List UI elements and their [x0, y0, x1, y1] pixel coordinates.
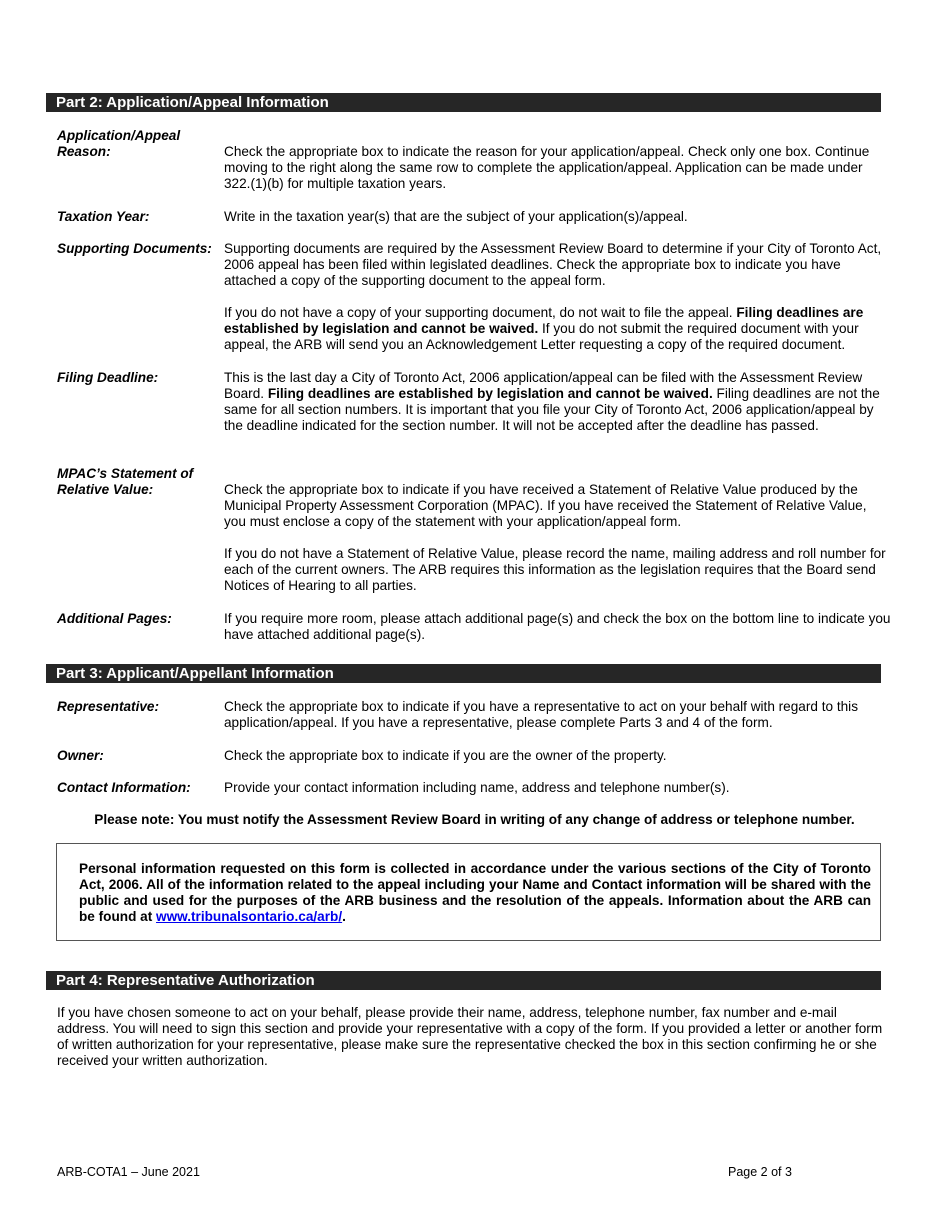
- text-application-appeal-reason: Check the appropriate box to indicate the reason for your application/appeal. Check only one box. Continue moving to the right along the same row to complete the application/appeal. Application can be made under 322.(1)(b) for multiple taxation years.: [224, 144, 870, 191]
- footer-page-number: Page 2 of 3: [728, 1165, 792, 1179]
- text-owner: Check the appropriate box to indicate if you are the owner of the property.: [224, 748, 667, 763]
- text-additional-pages: If you require more room, please attach additional page(s) and check the box on the bottom line to indicate you have attached additional page(s).: [224, 611, 891, 642]
- arb-website-link[interactable]: www.tribunalsontario.ca/arb/: [156, 909, 343, 924]
- text-mpac-statement: Check the appropriate box to indicate if you have received a Statement of Relative Value produced by the Municipal Property Assessment Corporation (MPAC). If you have received the Statement of Relative Value, you must enclose a copy of the statement with your application/appeal form.: [224, 482, 867, 529]
- text-supporting-documents-2: If you do not have a copy of your supporting document, do not wait to file the appeal. Filing deadlines are established by legislation and cannot be waived. If you do not submit the required document with your appeal, the ARB will send you an Acknowledgement Letter requesting a copy of the required document.: [224, 305, 864, 352]
- part3-header: Part 3: Applicant/Appellant Information: [46, 664, 881, 683]
- label-owner: Owner:: [57, 748, 104, 763]
- text-representative-authorization: If you have chosen someone to act on your behalf, please provide their name, address, telephone number, fax number and e-mail address. You will need to sign this section and provide your representative with a copy of the form. If you provided a letter or another form of written authorization for your representative, please make sure the representative checked the box in this section confirming he or she received your written authorization.: [57, 1005, 883, 1068]
- text-filing-deadline: This is the last day a City of Toronto Act, 2006 application/appeal can be filed with the Assessment Review Board. Filing deadlines are established by legislation and cannot be waived. Filing deadlines are not the same for all section numbers. It is important that you file your City of Toronto Act, 2006 application/appeal by the deadline indicated for the section number. It will not be accepted after the deadline has passed.: [224, 370, 880, 433]
- label-application-appeal-reason: Application/Appeal Reason:: [57, 128, 181, 159]
- text-taxation-year: Write in the taxation year(s) that are the subject of your application(s)/appeal.: [224, 209, 688, 224]
- label-contact-information: Contact Information:: [57, 780, 191, 795]
- label-mpac-statement: MPAC’s Statement of Relative Value:: [57, 466, 194, 497]
- please-note: Please note: You must notify the Assessment Review Board in writing of any change of address or telephone number.: [94, 812, 855, 827]
- part4-header: Part 4: Representative Authorization: [46, 971, 881, 990]
- text-supporting-documents: Supporting documents are required by the Assessment Review Board to determine if your City of Toronto Act, 2006 appeal has been filed within legislated deadlines. Check the appropriate box to indicate you have attached a copy of the supporting document to the appeal form.: [224, 241, 882, 288]
- text-mpac-statement-2: If you do not have a Statement of Relative Value, please record the name, mailing address and roll number for each of the current owners. The ARB requires this information as the legislation requires that the Board send Notices of Hearing to all parties.: [224, 546, 886, 593]
- privacy-notice-box: Personal information requested on this form is collected in accordance under the various sections of the City of Toronto Act, 2006. All of the information related to the appeal including your Name and Contact information will be shared with the public and used for the purposes of the ARB business and the resolution of the appeals. Information about the ARB can be found at www.tribunalsontario.ca/arb/.: [56, 843, 881, 941]
- label-representative: Representative:: [57, 699, 159, 714]
- part2-header: Part 2: Application/Appeal Information: [46, 93, 881, 112]
- label-filing-deadline: Filing Deadline:: [57, 370, 159, 385]
- text-contact-information: Provide your contact information including name, address and telephone number(s).: [224, 780, 730, 795]
- label-taxation-year: Taxation Year:: [57, 209, 150, 224]
- text-representative: Check the appropriate box to indicate if you have a representative to act on your behalf with regard to this application/appeal. If you have a representative, please complete Parts 3 and 4 of the form.: [224, 699, 858, 730]
- label-supporting-documents: Supporting Documents:: [57, 241, 212, 256]
- label-additional-pages: Additional Pages:: [57, 611, 172, 626]
- footer-form-id: ARB-COTA1 – June 2021: [57, 1165, 200, 1179]
